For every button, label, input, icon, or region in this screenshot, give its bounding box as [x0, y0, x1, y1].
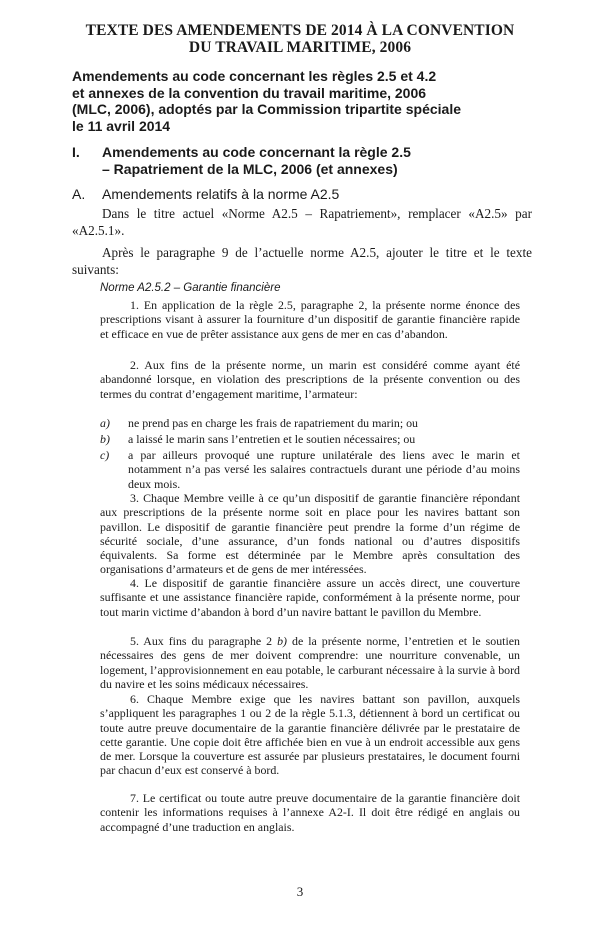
- intro-paragraph-1: Dans le titre actuel «Norme A2.5 – Rapatriement», remplacer «A2.5» par «A2.5.1».: [72, 206, 532, 238]
- subtitle-line-3: (MLC, 2006), adoptés par la Commission tripartite spéciale: [72, 101, 461, 117]
- para5-end: de la présente norme, l’entretien et le soutien nécessaires des gens de mer doivent comprendre: une nourriture convenable, un logement, l’approvisionnement en eau potable, le carburant nécessaire à la survie à bord du navire et les soins médicaux nécessaires.: [100, 634, 520, 691]
- section-a-letter: A.: [72, 186, 86, 202]
- norme-paragraph-4: 4. Le dispositif de garantie financière assure un accès direct, une couverture suffisante et une assistance financière rapide, conformément à la présente norme, pour tout marin victime d’abandon à bord d’un navire battant le pavillon du Membre.: [100, 576, 520, 619]
- norme-title: Norme A2.5.2 – Garantie financière: [100, 282, 281, 294]
- subtitle-line-4: le 11 avril 2014: [72, 117, 171, 134]
- document-subtitle: [72, 68, 542, 134]
- norme-paragraph-7: 7. Le certificat ou toute autre preuve documentaire de la garantie financière doit contenir les informations requises à l’annexe A2-I. Il doit être rédigé en anglais ou accompagné d’une traduction en anglais.: [100, 791, 520, 834]
- list-item-label: a): [100, 416, 110, 430]
- norme-paragraph-5: [100, 634, 520, 691]
- document-title-line-2: DU TRAVAIL MARITIME, 2006: [188, 39, 412, 56]
- page-number: 3: [296, 884, 304, 899]
- list-item-text: a laissé le marin sans l’entretien et le soutien nécessaires; ou: [128, 432, 416, 446]
- section-1-title: [102, 144, 532, 177]
- list-item-label: c): [100, 448, 110, 462]
- intro-paragraph-2: Après le paragraphe 9 de l’actuelle norme A2.5, ajouter le titre et le texte suivants:: [72, 245, 532, 277]
- para5-start: 5. Aux fins du paragraphe 2: [130, 634, 273, 648]
- section-1-title-line-2: – Rapatriement de la MLC, 2006 (et annexes): [102, 160, 398, 177]
- list-item-label: b): [100, 432, 110, 446]
- list-item-text: ne prend pas en charge les frais de rapatriement du marin; ou: [128, 416, 418, 430]
- norme-paragraph-2: 2. Aux fins de la présente norme, un marin est considéré comme ayant été abandonné lorsque, en violation des prescriptions de la présente convention ou des termes du contrat d’engagement maritime, l’armateur:: [100, 358, 520, 401]
- norme-paragraph-3: 3. Chaque Membre veille à ce qu’un dispositif de garantie financière répondant aux prescriptions de la présente norme soit en place pour les navires battant son pavillon. Le dispositif de garantie financière peut prendre la forme d’un régime de sécurité sociale, d’une assurance, d’un fonds national ou d’autres dispositifs équivalents. Sa forme est déterminée par le Membre après consultation des organisations d’armateurs et de gens de mer intéressées.: [100, 491, 520, 577]
- document-title: [60, 22, 540, 56]
- section-1-number: I.: [72, 144, 80, 160]
- norme-paragraph-1: 1. En application de la règle 2.5, paragraphe 2, la présente norme énonce des prescriptions visant à assurer la fourniture d’un dispositif de garantie financière rapide et efficace en vue de prêter assistance aux gens de mer en cas d’abandon.: [100, 298, 520, 341]
- list-item-text: a par ailleurs provoqué une rupture unilatérale des liens avec le marin et notamment n’a pas versé les salaires contractuels durant une période d’au moins deux mois.: [128, 448, 520, 491]
- norme-paragraph-6: 6. Chaque Membre exige que les navires battant son pavillon, auxquels s’appliquent les paragraphes 1 ou 2 de la règle 5.1.3, détiennent à bord un certificat ou toute autre preuve documentaire de la garantie financière délivrée par le prestataire de cette garantie. Une copie doit être affichée bien en vue à un endroit accessible aux gens de mer. Lorsque la couverture est assurée par plusieurs prestataires, le document fourni par chacun d’eux est conservé à bord.: [100, 692, 520, 778]
- subtitle-line-1: Amendements au code concernant les règles 2.5 et 4.2: [72, 68, 437, 84]
- para5-reference: b): [277, 634, 288, 648]
- section-1-title-line-1: Amendements au code concernant la règle 2.5: [102, 144, 411, 160]
- section-a-title: Amendements relatifs à la norme A2.5: [102, 186, 340, 202]
- document-title-line-1: TEXTE DES AMENDEMENTS DE 2014 À LA CONVENTION: [85, 22, 515, 39]
- subtitle-line-2: et annexes de la convention du travail maritime, 2006: [72, 84, 427, 101]
